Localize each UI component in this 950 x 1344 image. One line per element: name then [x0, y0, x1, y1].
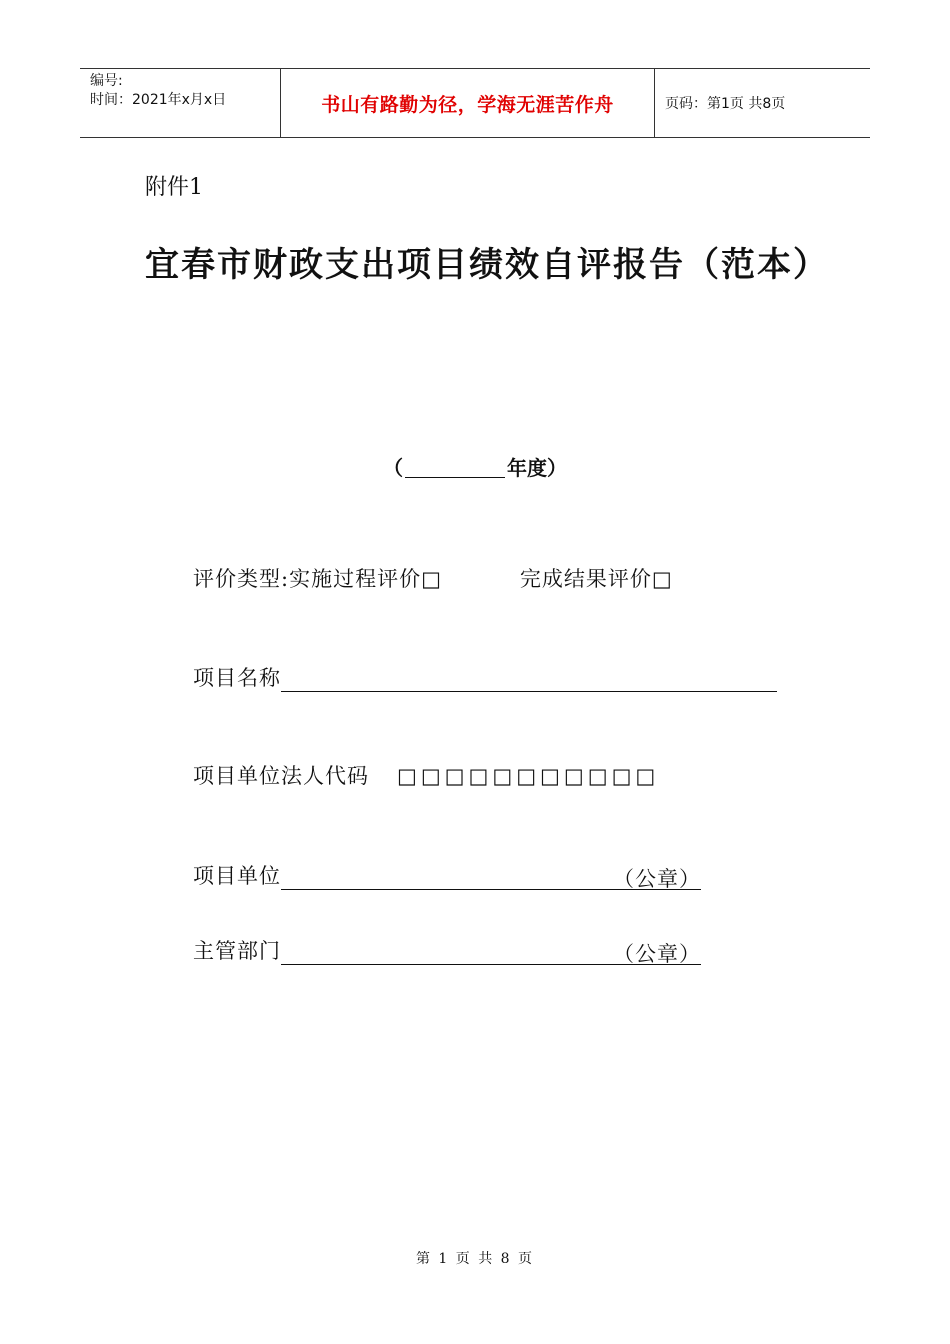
header-left-cell — [80, 69, 281, 137]
department-seal: （公章） — [613, 942, 701, 966]
project-unit-label: 项目单位 — [193, 864, 281, 888]
legal-code-label: 项目单位法人代码 — [193, 764, 369, 788]
legal-code-boxes[interactable]: □□□□□□□□□□□ — [397, 764, 660, 788]
legal-code-row — [193, 760, 659, 790]
project-name-row — [193, 662, 777, 692]
year-label: 年度） — [507, 456, 567, 480]
header-motto: 书山有路勤为径，学海无涯苦作舟 — [281, 69, 655, 137]
project-unit-field[interactable] — [281, 863, 701, 890]
department-row — [193, 935, 701, 965]
year-blank[interactable] — [405, 455, 505, 478]
time-label: 时间：2021年x月x日 — [90, 92, 227, 108]
project-name-field[interactable] — [281, 665, 777, 692]
evaluation-type-label: 评价类型: — [193, 567, 290, 591]
evaluation-option-process[interactable]: 实施过程评价□ — [289, 567, 442, 591]
header-page-info: 页码：第1页 共8页 — [665, 96, 786, 112]
year-open-paren: （ — [383, 456, 403, 480]
department-field[interactable] — [281, 938, 701, 965]
evaluation-type-row — [193, 563, 673, 593]
page-footer: 第 1 页 共 8 页 — [415, 1251, 535, 1267]
page-header — [80, 68, 870, 138]
evaluation-option-result[interactable]: 完成结果评价□ — [519, 567, 673, 591]
number-label: 编号: — [90, 73, 123, 89]
project-name-label: 项目名称 — [193, 666, 281, 690]
department-label: 主管部门 — [193, 939, 281, 963]
annex-label: 附件1 — [145, 175, 203, 200]
project-unit-row — [193, 860, 701, 890]
document-title: 宜春市财政支出项目绩效自评报告（范本） — [145, 245, 829, 285]
project-unit-seal: （公章） — [613, 867, 701, 891]
year-line — [0, 452, 950, 481]
